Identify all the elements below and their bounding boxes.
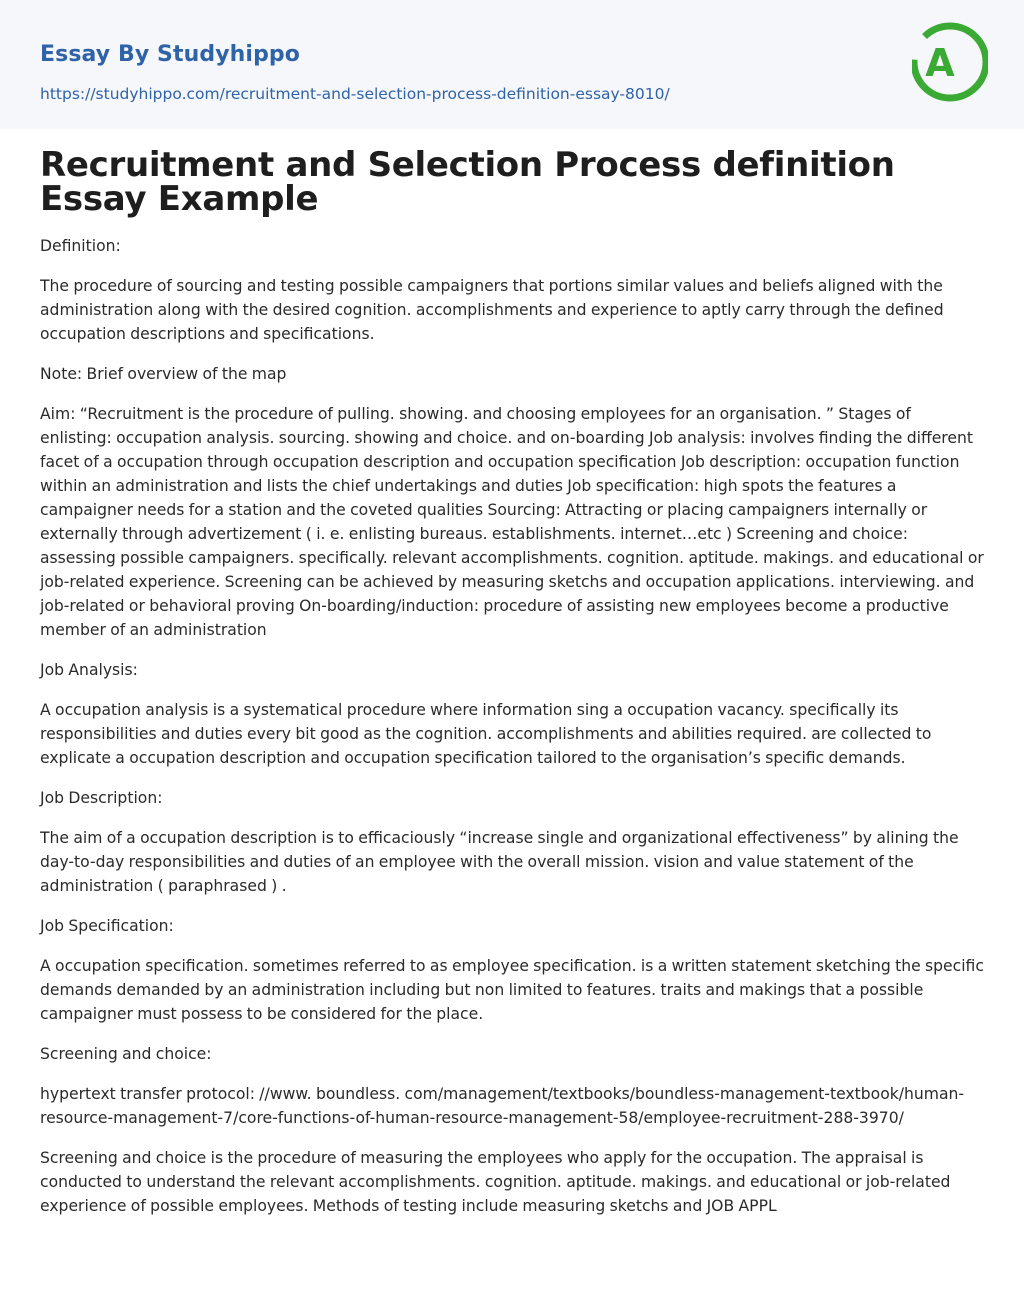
studyhippo-logo-icon[interactable] <box>912 18 988 108</box>
site-header <box>0 0 1024 129</box>
job-analysis-paragraph: A occupation analysis is a systematical procedure where information sing a occupation vacancy. specifically its responsibilities and duties every bit good as the cognition. accomplishments and abilities required. are collected to explicate a occupation description and occupation specification tailored to the organisation’s specific demands. <box>40 701 932 767</box>
logo-letter: A <box>925 41 955 85</box>
definition-heading: Definition: <box>40 237 121 255</box>
site-brand[interactable]: Essay By Studyhippo <box>40 42 300 67</box>
job-analysis-heading: Job Analysis: <box>40 661 138 679</box>
screening-paragraph: Screening and choice is the procedure of measuring the employees who apply for the occupation. The appraisal is conducted to understand the relevant accomplishments. cognition. aptitude. makings. and educational or job-related experience of possible employees. Methods of testing include measuring sketchs and JOB APPL <box>40 1149 951 1215</box>
screening-heading: Screening and choice: <box>40 1045 212 1063</box>
screening-source-paragraph: hypertext transfer protocol: //www. boundless. com/management/textbooks/boundless-management-textbook/human-resource-management-7/core-functions-of-human-resource-management-58/employee-recruitment-288-3970/ <box>40 1085 965 1127</box>
definition-paragraph: The procedure of sourcing and testing possible campaigners that portions similar values and beliefs aligned with the administration along with the desired cognition. accomplishments and experience to aptly carry through the defined occupation descriptions and specifications. <box>40 277 944 343</box>
job-specification-heading: Job Specification: <box>40 917 174 935</box>
article <box>40 145 986 1234</box>
note-paragraph: Note: Brief overview of the map <box>40 365 287 383</box>
job-description-heading: Job Description: <box>40 789 163 807</box>
job-description-paragraph: The aim of a occupation description is to efficaciously “increase single and organizational effectiveness” by alining the day-to-day responsibilities and duties of an employee with the overall mission. vision and value statement of the administration ( paraphrased ) . <box>40 829 959 895</box>
page-url-link[interactable]: https://studyhippo.com/recruitment-and-selection-process-definition-essay-8010/ <box>40 85 670 103</box>
job-specification-paragraph: A occupation specification. sometimes referred to as employee specification. is a written statement sketching the specific demands demanded by an administration including but non limited to features. traits and makings that a possible campaigner must possess to be considered for the place. <box>40 957 984 1023</box>
article-title: Recruitment and Selection Process definition Essay Example <box>40 145 895 219</box>
aim-paragraph: Aim: “Recruitment is the procedure of pulling. showing. and choosing employees for an organisation. ” Stages of enlisting: occupation analysis. sourcing. showing and choice. and on-boarding Job analysis: involves finding the different facet of a occupation through occupation description and occupation specification Job description: occupation function within an administration and lists the chief undertakings and duties Job specification: high spots the features a campaigner needs for a station and the coveted qualities Sourcing: Attracting or placing campaigners internally or externally through advertizement ( i. e. enlisting bureaus. establishments. internet…etc ) Screening and choice: assessing possible campaigners. specifically. relevant accomplishments. cognition. aptitude. makings. and educational or job-related experience. Screening can be achieved by measuring sketchs and occupation applications. interviewing. and job-related or behavioral proving On-boarding/induction: procedure of assisting new employees become a productive member of an administration <box>40 405 984 639</box>
